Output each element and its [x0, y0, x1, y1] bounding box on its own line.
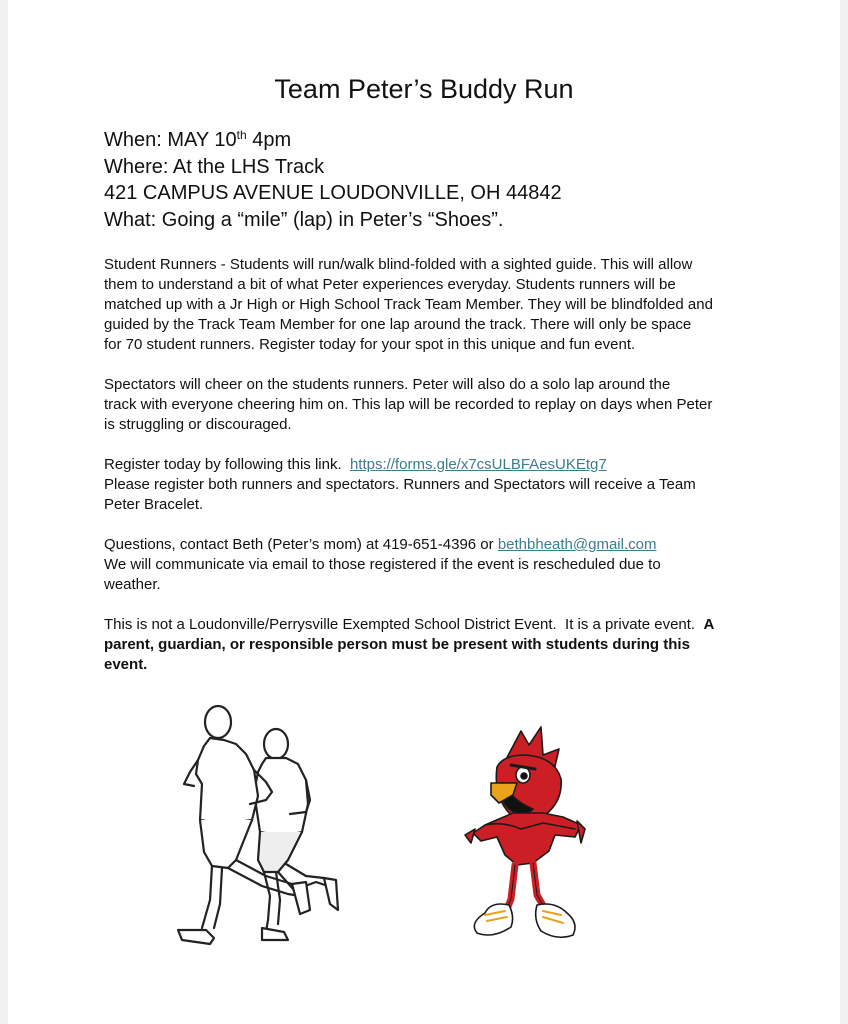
- register-paragraph: Register today by following this link. https://forms.gle/x7csULBFAesUKEtg7 Please register both runners and spectators. Runners and Spectators will receive a Team Peter Bracelet.: [104, 456, 696, 513]
- event-where: Where: At the LHS Track: [104, 155, 325, 178]
- page-title: Team Peter’s Buddy Run: [274, 74, 574, 104]
- disclaimer-paragraph: This is not a Loudonville/Perrysville Exempted School District Event. It is a private event. A parent, guardian, or responsible person must be present with students during this event.: [104, 616, 715, 673]
- back-runner: [254, 729, 338, 940]
- cardinal-mascot-illustration: [463, 725, 588, 945]
- questions-paragraph: Questions, contact Beth (Peter’s mom) at 419-651-4396 or bethbheath@gmail.com We will communicate via email to those registered if the event is rescheduled due to weather.: [104, 536, 661, 593]
- event-when: When: MAY 10th 4pm: [104, 128, 292, 151]
- runners-illustration: [166, 700, 346, 950]
- event-address: 421 CAMPUS AVENUE LOUDONVILLE, OH 44842: [104, 182, 562, 205]
- student-runners-paragraph: Student Runners - Students will run/walk blind-folded with a sighted guide. This will allow them to understand a bit of what Peter experiences everyday. Students runners will be matched up with a Jr High or High School Track Team Member. They will be blindfolded and guided by the Track Team Member for one lap around the track. There will only be space for 70 student runners. Register today for your spot in this unique and fun event.: [104, 256, 713, 353]
- spectators-paragraph: Spectators will cheer on the students runners. Peter will also do a solo lap around the track with everyone cheering him on. This lap will be recorded to replay on days when Peter is struggling or discouraged.: [104, 376, 713, 433]
- event-what: What: Going a “mile” (lap) in Peter’s “Shoes”.: [104, 209, 504, 232]
- email-link[interactable]: bethbheath@gmail.com: [497, 536, 657, 553]
- flyer-page: [8, 0, 840, 1024]
- event-details: [104, 127, 562, 234]
- registration-link[interactable]: https://forms.gle/x7csULBFAesUKEtg7: [349, 456, 607, 473]
